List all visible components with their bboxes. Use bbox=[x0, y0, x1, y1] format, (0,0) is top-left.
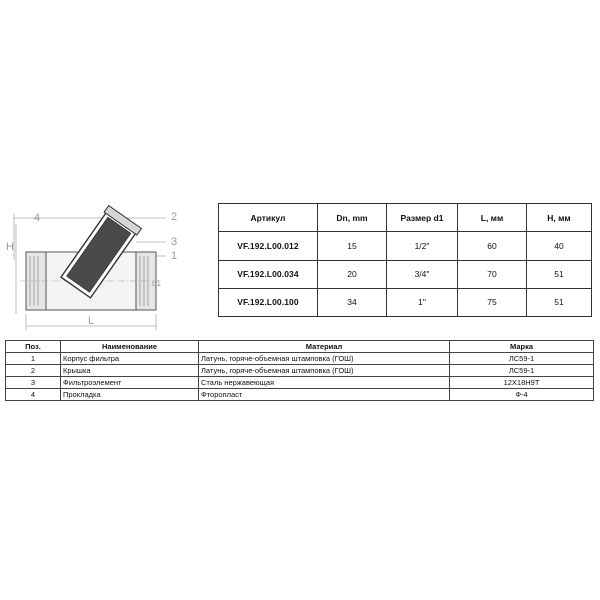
spec-cell: 20 bbox=[318, 260, 387, 288]
parts-table bbox=[5, 340, 594, 401]
spec-header-l: L, мм bbox=[458, 204, 527, 232]
table-row bbox=[219, 288, 592, 316]
parts-cell: Фильтроэлемент bbox=[61, 377, 199, 389]
y-strainer-svg bbox=[6, 204, 216, 334]
parts-header-row bbox=[6, 341, 594, 353]
y-strainer-drawing bbox=[6, 204, 216, 334]
parts-cell: Крышка bbox=[61, 365, 199, 377]
label-pos-2: 2 bbox=[171, 211, 178, 223]
spec-cell: 60 bbox=[458, 232, 527, 260]
spec-cell: 34 bbox=[318, 288, 387, 316]
table-row bbox=[219, 260, 592, 288]
spec-cell: 1/2" bbox=[387, 232, 458, 260]
spec-cell: 15 bbox=[318, 232, 387, 260]
table-row bbox=[6, 365, 594, 377]
label-d1: d1 bbox=[152, 279, 161, 288]
parts-cell: Ф-4 bbox=[450, 389, 594, 401]
label-pos-1: 1 bbox=[171, 250, 178, 262]
spec-cell: 70 bbox=[458, 260, 527, 288]
parts-cell: 3 bbox=[6, 377, 61, 389]
label-l: L bbox=[88, 315, 95, 327]
parts-cell: Латунь, горяче-объемная штамповка (ГОШ) bbox=[199, 353, 450, 365]
spec-header-dn: Dn, mm bbox=[318, 204, 387, 232]
parts-cell: 12Х18Н9Т bbox=[450, 377, 594, 389]
label-h: H bbox=[6, 241, 14, 253]
label-pos-3: 3 bbox=[171, 236, 178, 248]
spec-cell: 51 bbox=[527, 288, 592, 316]
parts-cell: ЛС59-1 bbox=[450, 365, 594, 377]
parts-header-material: Материал bbox=[199, 341, 450, 353]
parts-cell: Корпус фильтра bbox=[61, 353, 199, 365]
parts-cell: Сталь нержавеющая bbox=[199, 377, 450, 389]
table-row bbox=[219, 232, 592, 260]
spec-cell: 1" bbox=[387, 288, 458, 316]
spec-table bbox=[218, 203, 592, 317]
parts-cell: Латунь, горяче-объемная штамповка (ГОШ) bbox=[199, 365, 450, 377]
table-row bbox=[6, 353, 594, 365]
parts-cell: Прокладка bbox=[61, 389, 199, 401]
spec-cell: 40 bbox=[527, 232, 592, 260]
parts-cell: 4 bbox=[6, 389, 61, 401]
spec-cell: 75 bbox=[458, 288, 527, 316]
table-row bbox=[6, 389, 594, 401]
spec-header-row bbox=[219, 204, 592, 232]
parts-cell: 2 bbox=[6, 365, 61, 377]
parts-cell: 1 bbox=[6, 353, 61, 365]
table-row bbox=[6, 377, 594, 389]
spec-cell: VF.192.L00.034 bbox=[219, 260, 318, 288]
spec-header-h: H, мм bbox=[527, 204, 592, 232]
parts-cell: ЛС59-1 bbox=[450, 353, 594, 365]
spec-cell: VF.192.L00.012 bbox=[219, 232, 318, 260]
label-pos-4: 4 bbox=[34, 212, 41, 224]
parts-cell: Фторопласт bbox=[199, 389, 450, 401]
spec-cell: 51 bbox=[527, 260, 592, 288]
spec-header-size: Размер d1 bbox=[387, 204, 458, 232]
parts-header-pos: Поз. bbox=[6, 341, 61, 353]
parts-header-grade: Марка bbox=[450, 341, 594, 353]
spec-cell: 3/4" bbox=[387, 260, 458, 288]
parts-header-name: Наименование bbox=[61, 341, 199, 353]
spec-header-article: Артикул bbox=[219, 204, 318, 232]
spec-cell: VF.192.L00.100 bbox=[219, 288, 318, 316]
